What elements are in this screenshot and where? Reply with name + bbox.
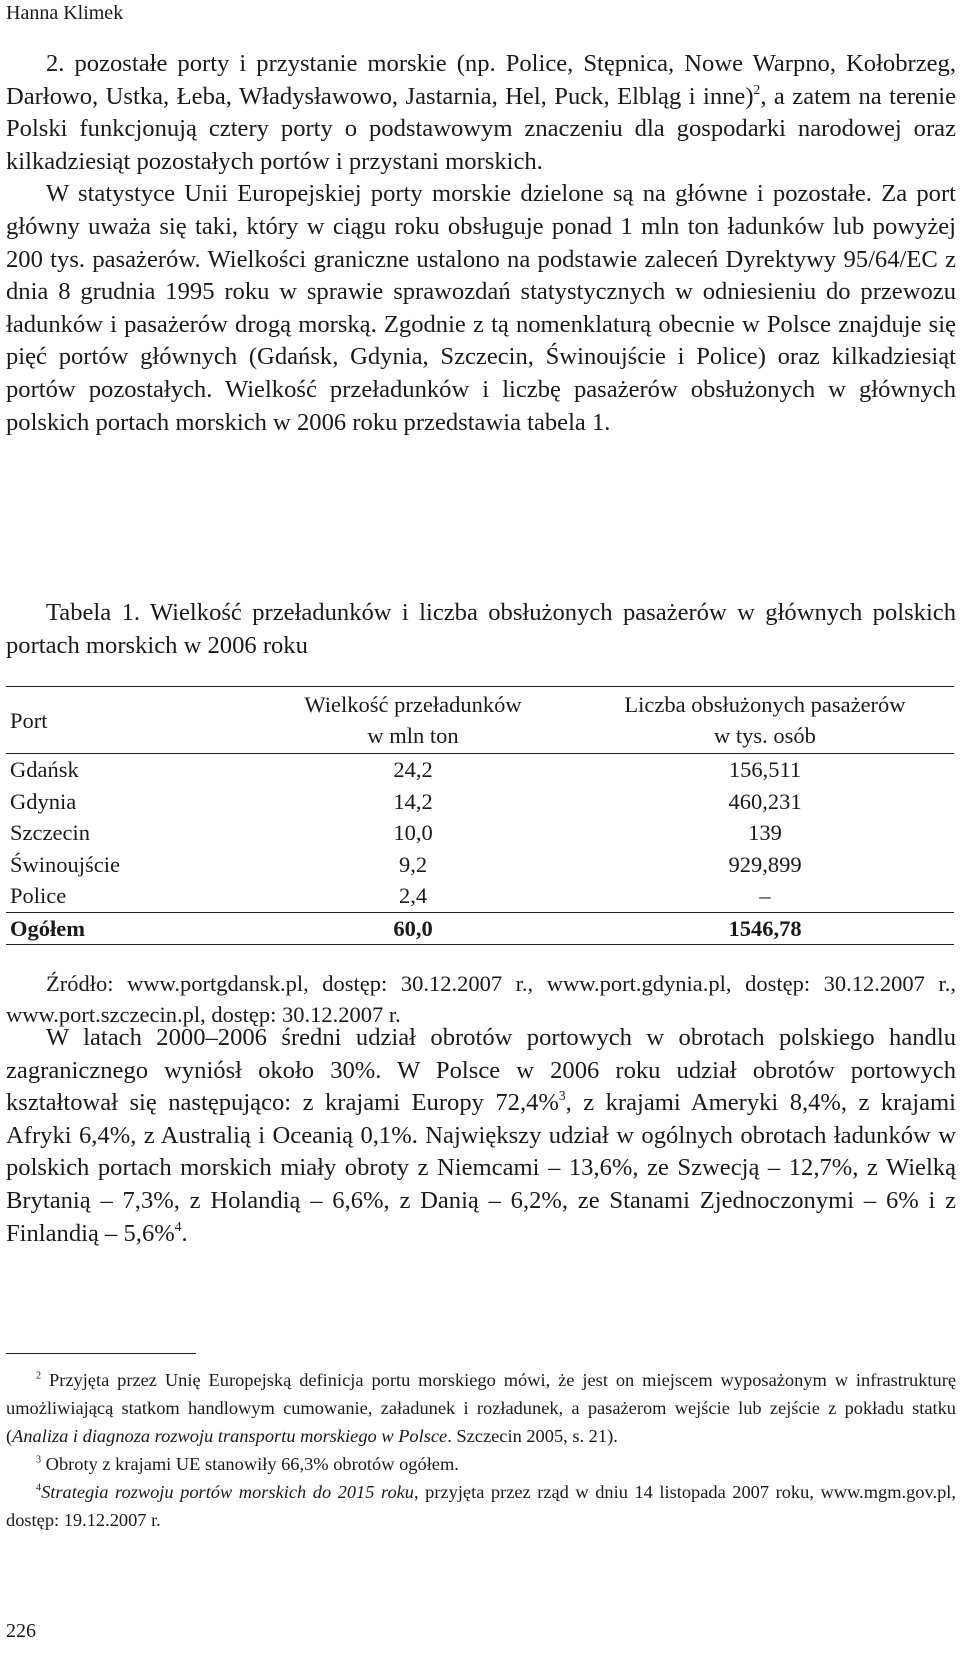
table-total-row xyxy=(6,912,954,945)
footnote-number: 4 xyxy=(36,1482,42,1494)
footnote-ref-2[interactable]: 2 xyxy=(753,81,761,97)
cell-port: Gdynia xyxy=(10,788,77,814)
cell-passengers: 460,231 xyxy=(728,788,802,814)
total-cargo: 60,0 xyxy=(393,915,433,941)
cell-passengers: – xyxy=(759,883,771,908)
footnote-text: Obroty z krajami UE stanowiły 66,3% obrotów ogółem. xyxy=(41,1454,459,1474)
running-header-author: Hanna Klimek xyxy=(6,2,124,24)
table-caption: Tabela 1. Wielkość przeładunków i liczba obsłużonych pasażerów w głównych polskich portach morskich w 2006 roku xyxy=(6,599,956,659)
cell-passengers: 156,511 xyxy=(728,757,802,782)
footnote-text: , przyjęta przez rząd w dniu 14 listopada 2007 roku, www.mgm.gov.pl, dostęp: 19.12.2007 r. xyxy=(6,1482,956,1530)
cell-port: Gdańsk xyxy=(10,757,79,782)
table-source-note: Źródło: www.portgdansk.pl, dostęp: 30.12.2007 r., www.port.gdynia.pl, dostęp: 30.12.2007 r., www.port.szczecin.pl, dostęp: 30.12.2007 r. xyxy=(6,971,956,1027)
paragraph-port-turnover xyxy=(6,1022,956,1250)
footnote-text: Przyjęta przez Unię Europejską definicja portu morskiego mówi, że jest on miejscem wyposażonym w infrastrukturę umożliwiającą statkom handlowym cumowanie, załadunek i rozładunek, a pasażerom wejście lub zejście z pokładu statku ( xyxy=(6,1370,956,1446)
page-number: 226 xyxy=(6,1620,36,1642)
header-pass-line2: w tys. osób xyxy=(714,723,816,748)
paragraph-end: . xyxy=(181,1219,188,1247)
footnote-ref-4[interactable]: 4 xyxy=(174,1218,182,1234)
footnote-2 xyxy=(6,1366,956,1450)
cell-port: Świnoujście xyxy=(10,851,120,877)
header-port: Port xyxy=(10,707,48,733)
total-label: Ogółem xyxy=(10,915,85,941)
paragraph-continuation: , a zatem na terenie Polski funkcjonują cztery porty o podstawowym znaczeniu dla gospodarki narodowej oraz kilkadziesiąt pozostałych portów i przystani morskich. xyxy=(6,82,957,175)
cell-passengers: 929,899 xyxy=(728,851,802,877)
footnote-4 xyxy=(6,1478,956,1534)
footnote-number: 3 xyxy=(36,1454,42,1466)
cell-cargo: 2,4 xyxy=(398,883,428,908)
paragraph-text-a: W latach 2000–2006 średni udział obrotów portowych w obrotach polskiego handlu zagranicznego wyniósł około 30%. W Polsce w 2006 roku udział obrotów portowych kształtował się następująco: z krajami Europy 72,4% xyxy=(6,1024,956,1117)
body-text-bottom xyxy=(6,1022,956,1250)
cell-cargo: 24,2 xyxy=(393,757,433,782)
footnote-title: Strategia rozwoju portów morskich do 2015 roku xyxy=(41,1482,415,1502)
table-row xyxy=(6,817,954,849)
cell-cargo: 14,2 xyxy=(393,788,433,814)
port-statistics-table xyxy=(6,686,954,945)
paragraph-eu-statistics: W statystyce Unii Europejskiej porty morskie dzielone są na główne i pozostałe. Za port główny uważa się taki, który w ciągu roku obsługuje ponad 1 mln ton ładunków lub powyżej 200 tys. pasażerów. Wielkości graniczne ustalono na podstawie zaleceń Dyrektywy 95/64/EC z dnia 8 grudnia 1995 roku w sprawie sprawozdań statystycznych w odniesieniu do przewozu ładunków i pasażerów drogą morską. Zgodnie z tą nomenklaturą obecnie w Polsce znajduje się pięć portów głównych (Gdańsk, Gdynia, Szczecin, Świnoujście i Police) oraz kilkadziesiąt portów pozostałych. Wielkość przeładunków i liczbę pasażerów obsłużonych w głównych polskich portach morskich w 2006 roku przedstawia tabela 1. xyxy=(6,180,956,436)
cell-passengers: 139 xyxy=(748,820,782,845)
body-text-top xyxy=(6,48,956,439)
footnote-number: 2 xyxy=(36,1370,42,1382)
header-cargo-line1: Wielkość przeładunków xyxy=(304,692,522,717)
table-row xyxy=(6,786,954,818)
footnotes xyxy=(6,1366,956,1534)
header-passengers xyxy=(572,687,954,754)
cell-cargo: 10,0 xyxy=(393,820,433,845)
list-item-text: 2. pozostałe porty i przystanie morskie (np. Police, Stępnica, Nowe Warpno, Kołobrzeg, Darłowo, Ustka, Łeba, Władysławowo, Jastarnia, Hel, Puck, Elbląg i inne) xyxy=(6,50,956,110)
cell-cargo: 9,2 xyxy=(398,851,428,877)
paragraph-text-b: , z krajami Ameryki 8,4%, z krajami Afryki 6,4%, z Australią i Oceanią 0,1%. Największy udział w ogólnych obrotach ładunków w polskich portach morskich miały obroty z Niemcami – 13,6%, ze Szwecją – 12,7%, z Wielką Brytanią – 7,3%, z Holandią – 6,6%, z Danią – 6,2%, ze Stanami Zjednoczonymi – 6% i z Finlandią – 5,6% xyxy=(6,1089,956,1247)
header-pass-line1: Liczba obsłużonych pasażerów xyxy=(624,692,906,717)
table-header-row xyxy=(6,687,954,754)
footnote-text-end: . Szczecin 2005, s. 21). xyxy=(447,1426,618,1446)
table-row xyxy=(6,849,954,881)
table-row xyxy=(6,754,954,786)
paragraph-list-item xyxy=(6,48,956,178)
cell-port: Szczecin xyxy=(10,820,90,845)
cell-port: Police xyxy=(10,883,67,908)
footnote-3 xyxy=(6,1450,956,1478)
footnote-title: Analiza i diagnoza rozwoju transportu morskiego w Polsce xyxy=(12,1426,448,1446)
header-cargo-line2: w mln ton xyxy=(367,723,459,748)
table-row xyxy=(6,880,954,912)
footnote-separator xyxy=(6,1353,196,1354)
footnote-ref-3[interactable]: 3 xyxy=(558,1088,566,1104)
total-passengers: 1546,78 xyxy=(728,915,802,941)
header-cargo xyxy=(250,687,572,754)
